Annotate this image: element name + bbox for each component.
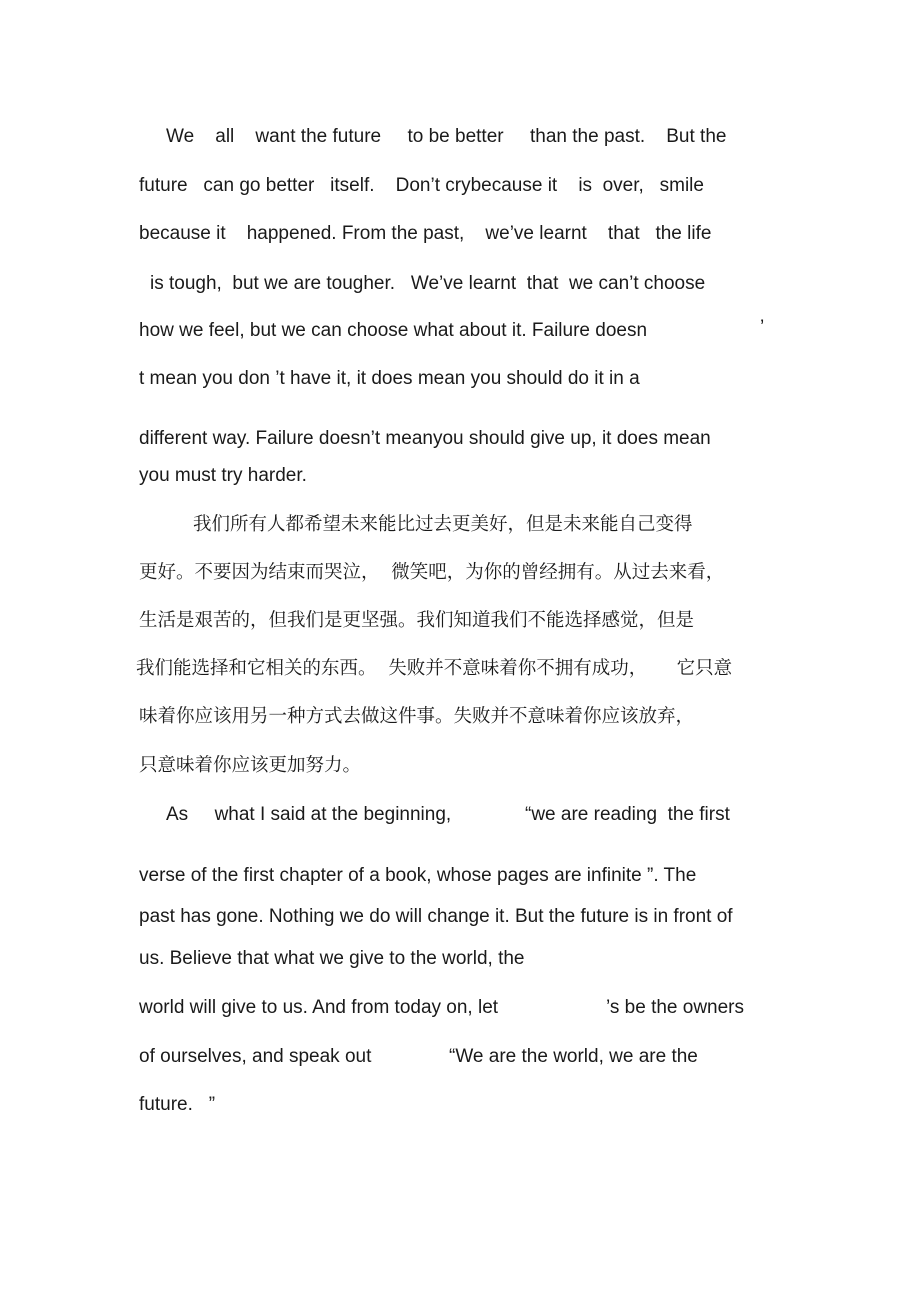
text-line: t mean you don ’t have it, it does mean you should do it in a — [139, 368, 640, 389]
text-line: 更好。不要因为结束而哭泣， 微笑吧，为你的曾经拥有。从过去来看， — [139, 562, 725, 583]
text-line: ’ — [760, 317, 765, 338]
text-line: how we feel, but we can choose what about it. Failure doesn — [139, 320, 648, 341]
text-line: verse of the first chapter of a book, whose pages are infinite ”. The — [139, 865, 697, 886]
text-line: future can go better itself. Don’t crybecause it is over, smile — [139, 175, 704, 196]
text-line: of ourselves, and speak out — [139, 1046, 372, 1067]
text-line: you must try harder. — [139, 465, 307, 486]
text-line: 只意味着你应该更加努力。 — [139, 755, 362, 776]
text-line: is tough, but we are tougher. We’ve learnt that we can’t choose — [150, 273, 706, 294]
text-line: past has gone. Nothing we do will change it. But the future is in front of — [139, 906, 733, 927]
text-line: us. Believe that what we give to the world, the — [139, 948, 525, 969]
text-line: 味着你应该用另一种方式去做这件事。失败并不意味着你应该放弃， — [139, 706, 695, 727]
text-line: We all want the future to be better than the past. But the — [166, 126, 727, 147]
text-line: “We are the world, we are the — [449, 1046, 698, 1067]
text-line: “we are reading the first — [525, 804, 730, 825]
text-line: 我们所有人都希望未来能比过去更美好，但是未来能自己变得 — [193, 514, 693, 535]
text-line: world will give to us. And from today on, let — [139, 997, 499, 1018]
text-line: As what I said at the beginning, — [166, 804, 452, 825]
text-line: 我们能选择和它相关的东西。 失败并不意味着你不拥有成功， 它只意 — [136, 658, 733, 679]
text-line: future. ” — [139, 1094, 216, 1115]
text-line: different way. Failure doesn’t meanyou should give up, it does mean — [139, 428, 711, 449]
text-line: ’s be the owners — [606, 997, 745, 1018]
text-line: 生活是艰苦的，但我们是更坚强。我们知道我们不能选择感觉，但是 — [139, 610, 695, 631]
text-line: because it happened. From the past, we’ve learnt that the life — [139, 223, 712, 244]
